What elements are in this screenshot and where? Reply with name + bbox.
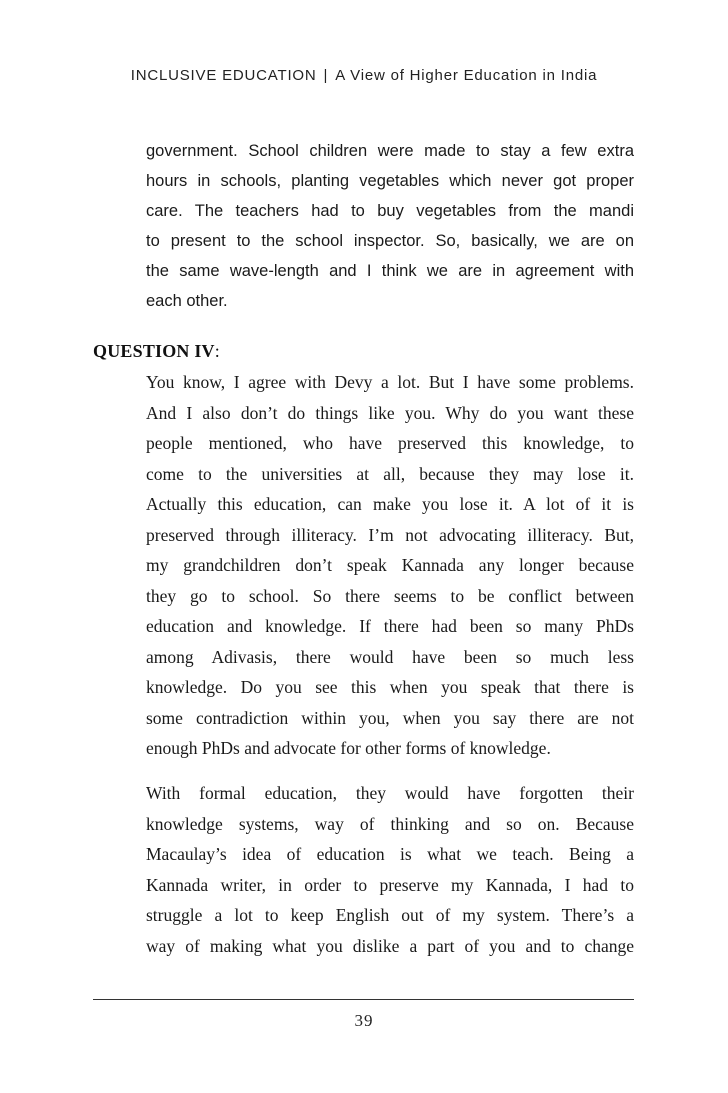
text-line: come to the universities at all, because they may lose it. — [146, 463, 634, 484]
text-line: government. School children were made to stay a few extra — [146, 142, 634, 160]
text-line: You know, I agree with Devy a lot. But I have some problems. — [146, 372, 634, 392]
text-line: among Adivasis, there would have been so much less — [146, 646, 634, 667]
text-line: each other. — [146, 292, 228, 310]
question-colon: : — [214, 341, 220, 361]
question-paragraph-1 — [146, 367, 634, 764]
text-line: knowledge systems, way of thinking and so on. Because — [146, 813, 634, 834]
footer-rule — [93, 999, 634, 1000]
continuation-paragraph — [146, 136, 634, 316]
text-line: preserved through illiteracy. I’m not advocating illiteracy. But, — [146, 524, 634, 545]
running-header — [0, 67, 728, 84]
text-line: Actually this education, can make you lose it. A lot of it is — [146, 494, 634, 514]
text-line: struggle a lot to keep English out of my system. There’s a — [146, 905, 634, 925]
text-line: my grandchildren don’t speak Kannada any longer because — [146, 555, 634, 575]
text-line: the same wave-length and I think we are in agreement with — [146, 262, 634, 280]
book-subtitle: A View of Higher Education in India — [335, 67, 598, 84]
text-line: Macaulay’s idea of education is what we teach. Being a — [146, 844, 634, 864]
question-paragraph-2 — [146, 778, 634, 961]
text-line: And I also don’t do things like you. Why do you want these — [146, 402, 634, 423]
text-line: to present to the school inspector. So, basically, we are on — [146, 232, 634, 250]
text-line: they go to school. So there seems to be conflict between — [146, 585, 634, 606]
text-line: care. The teachers had to buy vegetables from the mandi — [146, 202, 634, 220]
header-separator: | — [323, 67, 329, 84]
question-heading — [93, 341, 220, 362]
text-line: people mentioned, who have preserved this knowledge, to — [146, 433, 634, 453]
text-line: hours in schools, planting vegetables which never got proper — [146, 172, 634, 190]
text-line: enough PhDs and advocate for other forms of knowledge. — [146, 738, 551, 758]
page-number: 39 — [354, 1011, 374, 1030]
text-line: With formal education, they would have forgotten their — [146, 783, 634, 803]
text-line: Kannada writer, in order to preserve my Kannada, I had to — [146, 874, 634, 895]
text-line: education and knowledge. If there had been so many PhDs — [146, 616, 634, 636]
text-line: way of making what you dislike a part of you and to change — [146, 935, 634, 956]
question-label: QUESTION IV — [93, 341, 215, 361]
text-line: some contradiction within you, when you say there are not — [146, 707, 634, 728]
text-line: knowledge. Do you see this when you speak that there is — [146, 677, 634, 697]
book-title: INCLUSIVE EDUCATION — [130, 67, 317, 84]
